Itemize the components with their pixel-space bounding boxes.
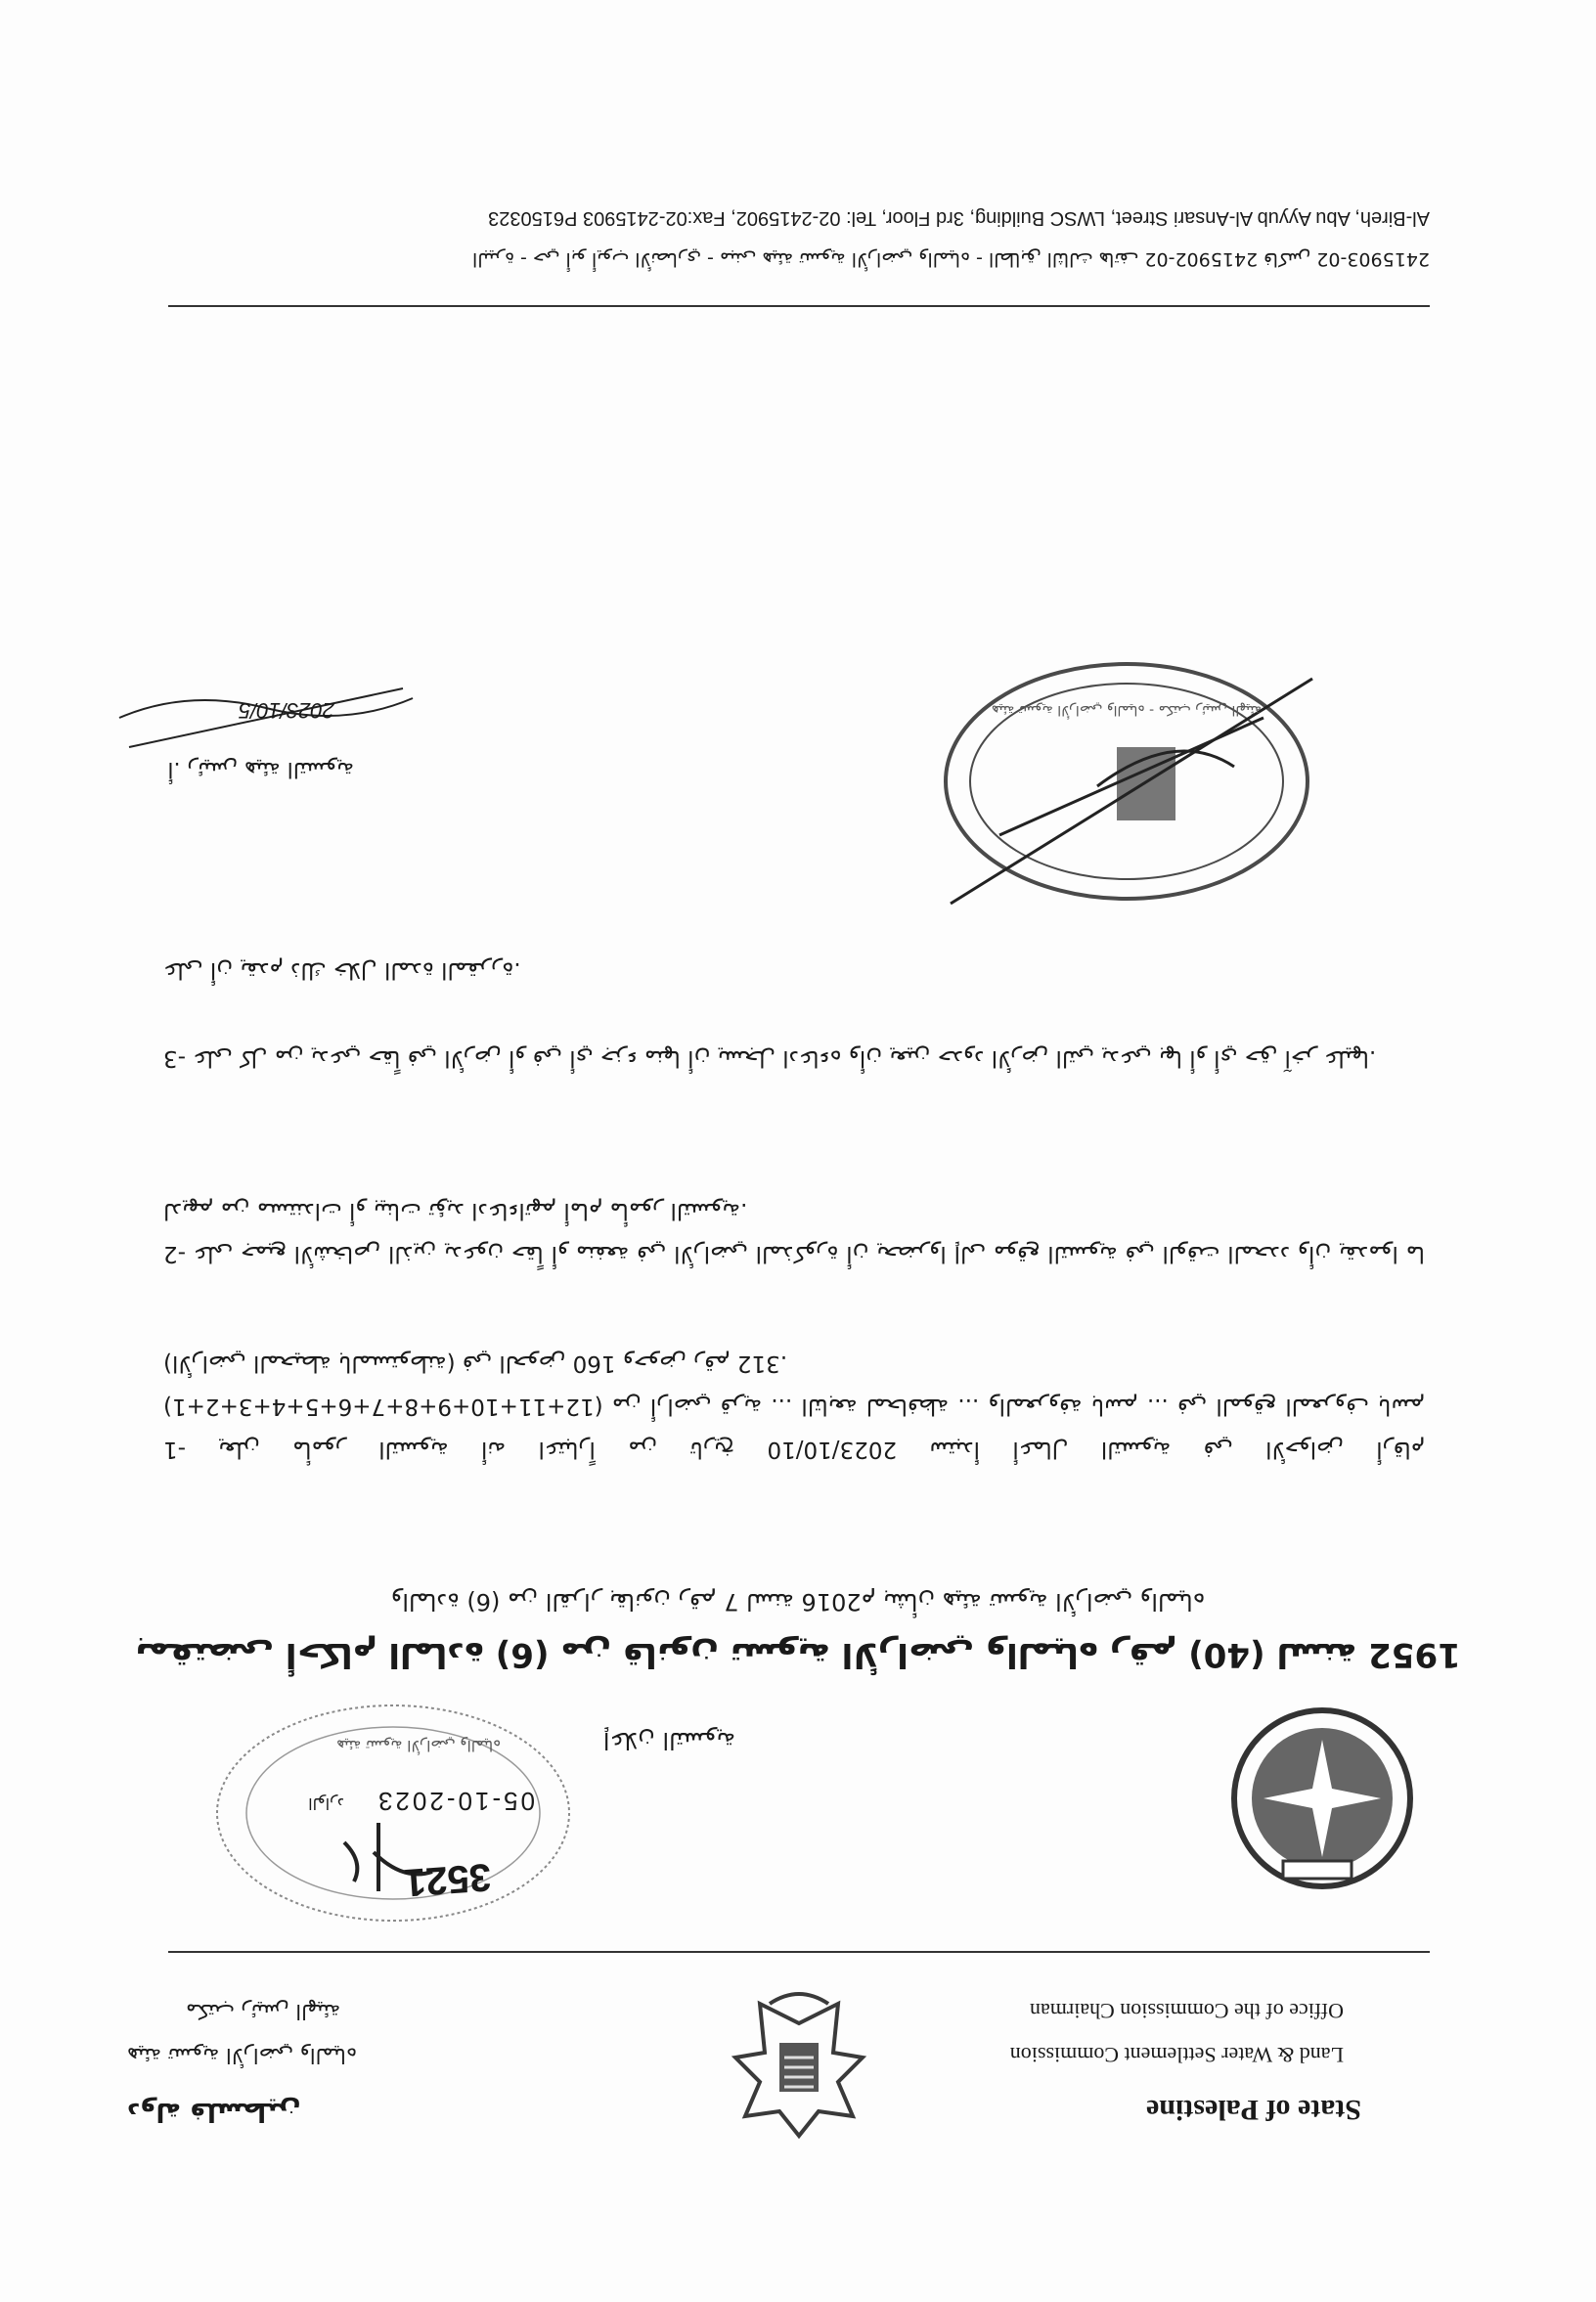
footer-address-english: Al-Bireh, Abu Ayyub Al-Ansari Street, LWSC Building, 3rd Floor, Tel: 02-2415902, Fax:02-2415903 P6150323 bbox=[488, 207, 1430, 229]
commission-name-arabic: هيئة تسوية الأراضي والمياه bbox=[127, 2044, 357, 2067]
state-name-arabic: دولة فلسطين bbox=[127, 2097, 301, 2126]
notice-paragraph-1: 1- يعلن مأمور التسوية أنه اعتباراً من تاريخ 2023/10/10 ستبدأ أعمال التسوية في الأحواض أرقام (1+2+3+4+5+6+7+8+9+10+11+12) من أراضي قرية ... التابعة لمحافظة ... والمعروفة باسم ... في الموقع المعروف باسم (الأراضي المحيطة بالمستوطنة) في الحوض 160 وحوض رقم 312. bbox=[163, 1350, 1425, 1462]
signature-date: 2023/10/5 bbox=[239, 698, 334, 723]
notice-paragraph-3-continued: على أن يقدم ذلك خلال المدة المقررة. bbox=[163, 957, 521, 983]
header-divider bbox=[168, 1951, 1430, 1953]
state-name-english: State of Palestine bbox=[1146, 2094, 1361, 2126]
notice-subtitle: والمادة (6) من القرار بقانون رقم 7 لسنة 2016م بشأن هيئة تسوية الأراضي والمياه bbox=[390, 1588, 1206, 1616]
commission-logo bbox=[1224, 1701, 1420, 1896]
received-stamp-organization: هيئة تسوية الأراضي والمياه bbox=[336, 1737, 501, 1754]
notice-heading: إعلان التسوية bbox=[602, 1727, 735, 1754]
notice-title: بمقتضى أحكام المادة (6) من قانون تسوية الأراضي والمياه رقم (40) لسنة 1952 bbox=[135, 1635, 1461, 1674]
received-stamp-date: 05-10-2023 bbox=[376, 1787, 535, 1816]
notice-paragraph-2: 2- على جميع الأشخاص الذين يدعون حقاً أو منفعة في الأراضي المذكورة أن يحضروا إلى موقع التسوية في الوقت المحدد وأن يقدموا ما لديهم من مستندات أو بينات تؤيد ادعاءاتهم أمام مأمور التسوية. bbox=[163, 1198, 1425, 1266]
palestine-eagle-emblem bbox=[726, 1979, 872, 2150]
office-name-english: Office of the Commission Chairman bbox=[1030, 1999, 1344, 2023]
commission-name-english: Land & Water Settlement Commission bbox=[1009, 2043, 1344, 2067]
notice-paragraph-3: 3- على كل من يدعي حقاً في الأرض أو في أي جزء منها أن يسجل ادعاءه وأن يعين حدود الأرض التي يدعي بها أو أي حق آخر عليها. bbox=[163, 1045, 1377, 1071]
received-stamp-label: الوارد bbox=[308, 1794, 344, 1813]
official-seal-text: هيئة تسوية الأراضي والمياه - مكتب رئيس الهيئة bbox=[992, 702, 1262, 718]
signatory-name: أ. رئيس هيئة التسوية bbox=[167, 757, 354, 781]
received-stamp-number: 3521 bbox=[402, 1854, 493, 1905]
official-seal-stamp bbox=[931, 649, 1322, 913]
office-name-arabic: مكتب رئيس الهيئة bbox=[186, 2000, 341, 2023]
footer-address-arabic: البيرة - حي أبو أيوب الأنصاري - مبنى هيئة تسوية الأراضي والمياه - الطابق الثالث هاتف 02-2415902 فاكس 02-2415903 bbox=[471, 248, 1430, 270]
footer-divider bbox=[168, 305, 1430, 307]
